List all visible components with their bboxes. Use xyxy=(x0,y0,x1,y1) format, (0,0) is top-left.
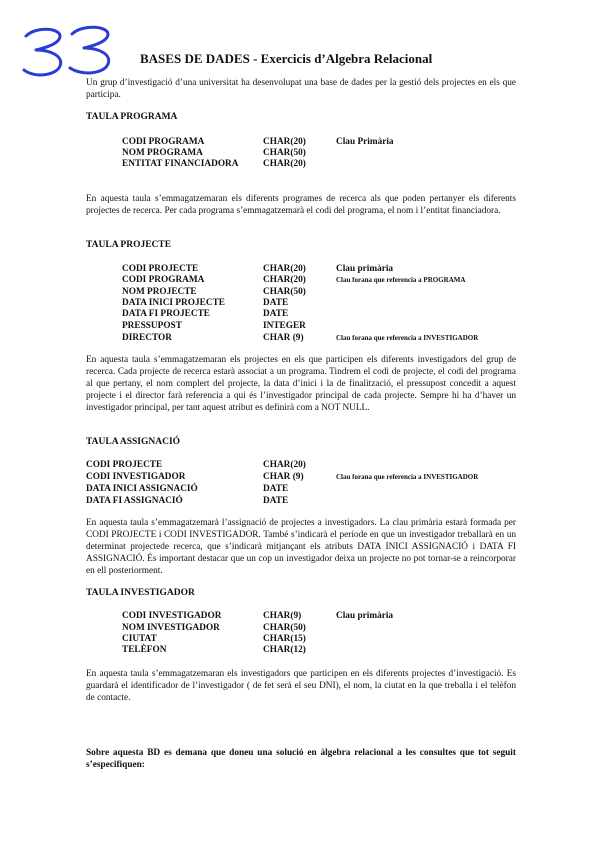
field-type: CHAR(15) xyxy=(263,634,306,644)
field-name: DIRECTOR xyxy=(122,333,172,343)
field-name: CODI PROJECTE xyxy=(122,264,199,274)
field-row xyxy=(122,321,522,333)
table-heading-assignacio: TAULA ASSIGNACIÓ xyxy=(86,437,181,447)
table-heading-programa: TAULA PROGRAMA xyxy=(86,112,178,122)
table-heading-investigador: TAULA INVESTIGADOR xyxy=(86,588,195,598)
table-description-projecte: En aquesta taula s’emmagatzemaran els projectes en els que participen els diferents investigadors del grup de recerca. Cada projecte de recerca estarà associat a un programa. Tindrem el codi de projecte, el codi del programa al que pertany, el nom complert del projecte, la data d’inici i la de finalització, el pressupost concedit a aquest projecte i el director farà referencia a qui és l’investigador principal de cada projecte. Sempre hi ha d’haver un investigador principal, per tant aquest atribut es definirà com a NOT NULL. xyxy=(86,355,516,413)
field-type: DATE xyxy=(263,298,289,308)
field-name: NOM PROJECTE xyxy=(122,287,197,297)
field-key: Clau primària xyxy=(336,264,394,274)
field-row xyxy=(86,484,516,496)
field-row xyxy=(122,275,522,287)
field-name: DATA FI PROJECTE xyxy=(122,309,210,319)
field-name: CODI PROJECTE xyxy=(86,460,163,470)
field-name: CODI INVESTIGADOR xyxy=(86,472,186,482)
field-name: NOM PROGRAMA xyxy=(122,148,203,158)
field-row xyxy=(86,496,516,508)
field-key: Clau forana que referencia a INVESTIGADOR xyxy=(336,334,479,342)
field-name: DATA FI ASSIGNACIÓ xyxy=(86,496,183,506)
field-key: Clau forana que referencia a INVESTIGADOR xyxy=(336,473,479,481)
closing-instructions: Sobre aquesta BD es demana que doneu una solució en àlgebra relacional a les consultes que tot seguit s’especifiquen: xyxy=(86,748,516,770)
table-description-assignacio: En aquesta taula s’emmagatzemarà l’assignació de projectes a investigadors. La clau primària estarà formada per CODI PROJECTE i CODI INVESTIGADOR. També s’indicarà el període en que un investigador treballarà en un determinat projectede recerca, que s’indicarà mitjançant els atributs DATA INICI ASSIGNACIÓ i DATA FI ASSIGNACIÓ. És important destacar que un cop un investigador deixa un projecte no pot tornar-se a reincorporar en ell posteriorment. xyxy=(86,518,516,576)
field-type: CHAR(50) xyxy=(263,623,306,633)
field-row xyxy=(86,472,516,484)
field-type: CHAR(50) xyxy=(263,287,306,297)
field-type: INTEGER xyxy=(263,321,306,331)
intro-paragraph: Un grup d’investigació d’una universitat ha desenvolupat una base de dades per la gestió dels projectes en els que participa. xyxy=(86,78,516,100)
field-key: Clau primària xyxy=(336,611,394,621)
field-name: CODI PROGRAMA xyxy=(122,275,205,285)
field-type: CHAR(20) xyxy=(263,460,306,470)
field-name: DATA INICI ASSIGNACIÓ xyxy=(86,484,198,494)
field-type: CHAR(50) xyxy=(263,148,306,158)
field-type: CHAR(20) xyxy=(263,264,306,274)
field-type: CHAR (9) xyxy=(263,472,304,482)
table-description-programa: En aquesta taula s’emmagatzemaran els diferents programes de recerca als que poden pertanyer els diferents projectes de recerca. Per cada programa s’emmagatzemarà el codi del programa, el nom i l’entitat financiadora. xyxy=(86,194,516,216)
handwritten-33-annotation xyxy=(20,22,115,82)
field-name: CODI PROGRAMA xyxy=(122,137,205,147)
field-name: NOM INVESTIGADOR xyxy=(122,623,220,633)
field-type: CHAR(9) xyxy=(263,611,302,621)
field-type: CHAR(20) xyxy=(263,159,306,169)
field-name: DATA INICI PROJECTE xyxy=(122,298,225,308)
field-row xyxy=(122,611,522,623)
field-type: DATE xyxy=(263,309,289,319)
field-name: ENTITAT FINANCIADORA xyxy=(122,159,239,169)
table-heading-projecte: TAULA PROJECTE xyxy=(86,240,172,250)
field-row xyxy=(86,460,516,472)
field-key: Clau Primària xyxy=(336,137,394,147)
field-type: CHAR(20) xyxy=(263,275,306,285)
field-row xyxy=(122,309,522,321)
field-type: CHAR(12) xyxy=(263,645,306,655)
field-type: DATE xyxy=(263,484,289,494)
field-row xyxy=(122,645,522,657)
field-row xyxy=(122,159,522,171)
table-description-investigador: En aquesta taula s’emmagatzemaran els investigadors que participen en els diferents projectes d’investigació. Es guardarà el identificador de l’investigador ( de fet serà el seu DNI), el nom, la ciutat en la que treballa i el telèfon de contacte. xyxy=(86,669,516,703)
field-key: Clau forana que referencia a PROGRAMA xyxy=(336,276,466,284)
field-name: TELÈFON xyxy=(122,645,167,655)
document-title: BASES DE DADES - Exercicis d’Algebra Relacional xyxy=(140,51,433,66)
field-row xyxy=(122,333,522,345)
field-name: PRESSUPOST xyxy=(122,321,182,331)
field-type: DATE xyxy=(263,496,289,506)
field-name: CIUTAT xyxy=(122,634,157,644)
field-name: CODI INVESTIGADOR xyxy=(122,611,222,621)
field-type: CHAR(20) xyxy=(263,137,306,147)
field-type: CHAR (9) xyxy=(263,333,304,343)
